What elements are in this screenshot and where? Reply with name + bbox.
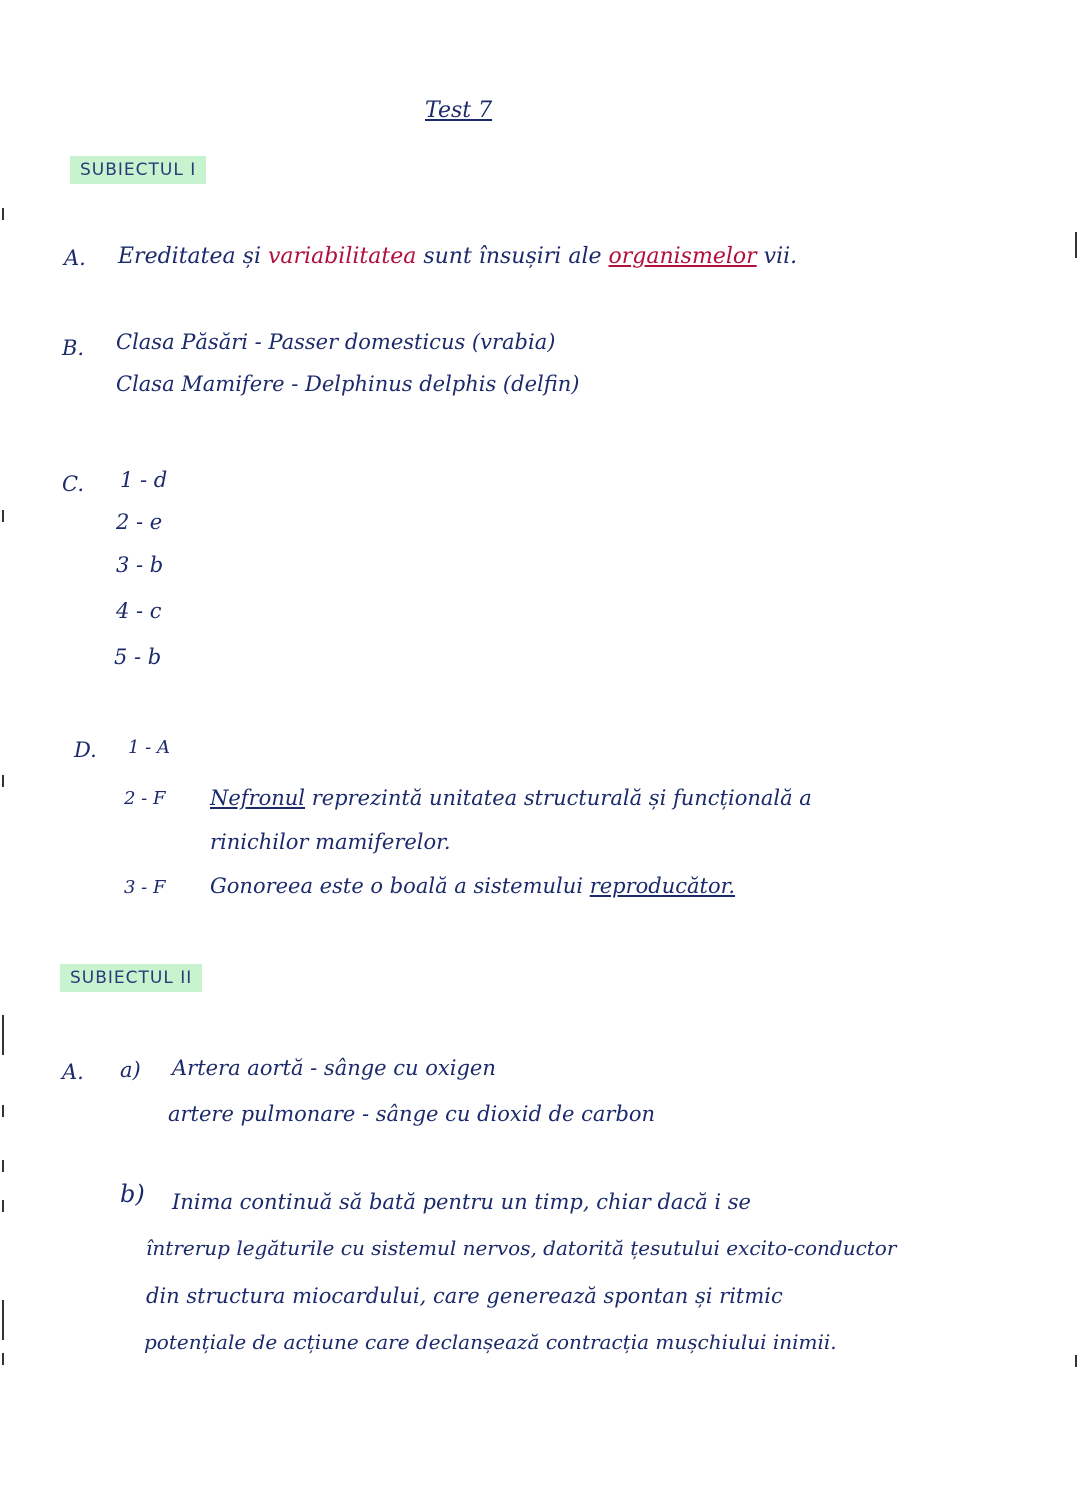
subject-1-c-item: 1 - d <box>120 468 168 492</box>
margin-mark <box>2 1200 4 1212</box>
subject-1-d-item-3-text <box>210 874 735 898</box>
subject-2-a-b-line-3: din structura miocardului, care generează spontan și ritmic <box>146 1284 783 1308</box>
subject-1-d-item-1: 1 - A <box>128 737 170 758</box>
subject-1-c-item: 2 - e <box>116 510 163 534</box>
word-nefronul: Nefronul <box>210 786 306 810</box>
subject-1-c-letter: C. <box>62 472 84 496</box>
margin-mark <box>2 775 4 787</box>
subject-1-b-letter: B. <box>62 336 85 360</box>
subject-1-d-item-3-number: 3 - F <box>124 877 166 898</box>
subject-1-d-item-2-number: 2 - F <box>124 788 166 809</box>
subject-1-c-item: 3 - b <box>116 553 164 577</box>
subject-1-c-item: 4 - c <box>116 599 162 623</box>
item-3-text: Gonoreea este o boală a sistemului <box>210 874 583 898</box>
margin-mark <box>1075 1355 1077 1367</box>
word-sunt-insusiri: sunt însușiri ale <box>423 244 602 269</box>
subject-1-a-answer <box>118 244 797 269</box>
word-vii: vii. <box>763 244 798 269</box>
subject-1-d-letter: D. <box>74 738 97 762</box>
subject-2-a-b-line-2: întrerup legăturile cu sistemul nervos, datorită țesutului excito-conductor <box>146 1236 897 1260</box>
page-title: Test 7 <box>425 98 493 123</box>
subject-1-b-line-2: Clasa Mamifere - Delphinus delphis (delfin) <box>116 372 580 396</box>
item-2-rest: reprezintă unitatea structurală și funcțională a <box>311 786 812 810</box>
subject-1-heading: SUBIECTUL I <box>70 156 206 184</box>
word-si: și <box>242 244 261 269</box>
margin-mark <box>2 1353 4 1365</box>
subject-2-a-b-line-4: potențiale de acțiune care declanșează contracția mușchiului inimii. <box>144 1330 837 1354</box>
margin-mark <box>2 1015 4 1055</box>
word-reproducator: reproducător. <box>589 874 736 898</box>
margin-mark <box>2 1160 4 1172</box>
margin-mark <box>2 1300 4 1340</box>
subject-1-d-item-2-text <box>210 786 812 810</box>
margin-mark <box>2 1105 4 1117</box>
margin-mark <box>2 510 4 522</box>
subject-2-a-b-label: b) <box>120 1180 145 1208</box>
word-organismelor: organismelor <box>608 244 757 269</box>
margin-mark <box>1075 232 1077 258</box>
subject-1-d-item-2-line-2: rinichilor mamiferelor. <box>210 830 451 854</box>
subject-2-a-a-line-2: artere pulmonare - sânge cu dioxid de carbon <box>168 1102 656 1126</box>
subject-1-c-item: 5 - b <box>114 645 162 669</box>
subject-2-a-a-line-1: Artera aortă - sânge cu oxigen <box>172 1056 496 1080</box>
subject-1-a-letter: A. <box>64 246 86 270</box>
subject-2-a-letter: A. <box>62 1060 84 1084</box>
subject-2-a-a-label: a) <box>120 1058 141 1082</box>
subject-2-a-b-line-1: Inima continuă să bată pentru un timp, chiar dacă i se <box>172 1190 751 1214</box>
word-ereditatea: Ereditatea <box>118 244 236 269</box>
word-variabilitatea: variabilitatea <box>267 244 417 269</box>
margin-mark <box>2 208 4 220</box>
subject-2-heading: SUBIECTUL II <box>60 964 202 992</box>
subject-1-b-line-1: Clasa Păsări - Passer domesticus (vrabia) <box>116 330 556 354</box>
